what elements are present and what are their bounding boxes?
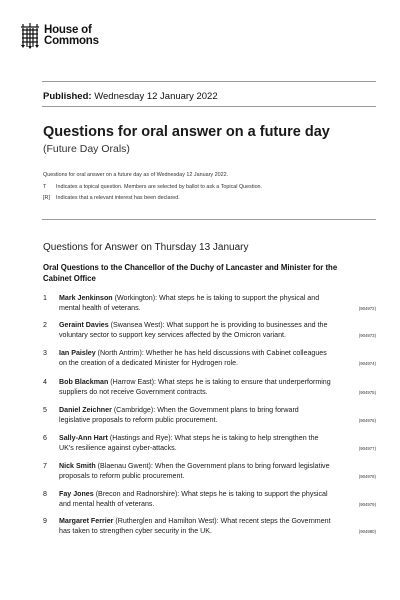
question-ref: (904974)	[358, 360, 376, 366]
section-heading: Questions for Answer on Thursday 13 January	[43, 242, 249, 253]
question-ref: (904977)	[358, 445, 376, 451]
logo-line-2: Commons	[44, 35, 99, 47]
question-body: What steps he is taking to help strengthen the UK's resilience against cyber-attacks.	[59, 434, 319, 453]
question-constituency: (Brecon and Radnorshire):	[95, 490, 180, 498]
intro-text: Questions for oral answer on a future day as of Wednesday 12 January 2022.	[43, 172, 229, 178]
question-text	[59, 320, 331, 341]
question-constituency: (North Antrim):	[97, 349, 144, 357]
published-line	[43, 91, 218, 102]
question-text	[59, 516, 331, 537]
key-text: Indicates that a relevant interest has been declared.	[56, 195, 180, 201]
question-body: When the Government plans to bring forward legislative proposals to reform public procurement.	[59, 406, 299, 425]
question-mp: Sally-Ann Hart	[59, 434, 108, 442]
question-text	[59, 461, 331, 482]
question-constituency: (Workington):	[114, 294, 158, 302]
question-body: What support he is providing to businesses and the voluntary sector to support key services affected by the Omicron variant.	[59, 321, 328, 340]
question-text	[59, 348, 331, 369]
question-number: 6	[43, 434, 47, 442]
question-number: 8	[43, 490, 47, 498]
logo-line-1: House of	[44, 24, 92, 36]
question-text	[59, 489, 331, 510]
key-mark: T	[43, 184, 47, 190]
question-number: 4	[43, 378, 47, 386]
question-body: What steps he is taking to ensure that underperforming suppliers do not receive Government contracts.	[59, 378, 331, 397]
question-constituency: (Harrow East):	[110, 378, 156, 386]
key-interest	[43, 195, 180, 201]
question-body: What steps he is taking to support the physical and mental health of veterans.	[59, 490, 328, 509]
question-number: 2	[43, 321, 47, 329]
question-constituency: (Cambridge):	[113, 406, 156, 414]
question-body: Whether he has held discussions with Cabinet colleagues on the creation of a dedicated Minister for Hydrogen role.	[59, 349, 327, 368]
question-body: When the Government plans to bring forward legislative proposals to reform public procurement.	[59, 462, 330, 481]
question-constituency: (Blaenau Gwent):	[97, 462, 153, 470]
question-ref: (904978)	[358, 473, 376, 479]
question-number: 3	[43, 349, 47, 357]
top-divider	[42, 81, 376, 82]
question-ref: (904975)	[358, 389, 376, 395]
question-body: What steps he is taking to support the physical and mental health of veterans.	[59, 294, 320, 313]
logo-wordmark	[44, 25, 99, 47]
question-number: 7	[43, 462, 47, 470]
intro-divider	[42, 219, 376, 220]
question-constituency: (Rutherglen and Hamilton West):	[115, 517, 219, 525]
question-ref: (904979)	[358, 501, 376, 507]
question-text	[59, 377, 331, 398]
question-mp: Geraint Davies	[59, 321, 109, 329]
question-ref: (904972)	[358, 305, 376, 311]
question-constituency: (Hastings and Rye):	[109, 434, 173, 442]
minister-heading: Oral Questions to the Chancellor of the Duchy of Lancaster and Minister for the Cabinet Office	[43, 263, 338, 283]
question-number: 1	[43, 294, 47, 302]
question-body: What recent steps the Government has taken to strengthen cyber security in the UK.	[59, 517, 331, 536]
question-text	[59, 405, 331, 426]
portcullis-icon	[20, 23, 40, 49]
question-mp: Fay Jones	[59, 490, 94, 498]
question-mp: Ian Paisley	[59, 349, 96, 357]
question-number: 5	[43, 406, 47, 414]
page-subtitle: (Future Day Orals)	[43, 143, 130, 155]
key-topical	[43, 184, 262, 190]
house-of-commons-logo	[20, 22, 99, 50]
question-text	[59, 433, 331, 454]
page-title: Questions for oral answer on a future day	[43, 124, 330, 140]
question-ref: (904976)	[358, 417, 376, 423]
published-divider	[42, 106, 376, 107]
question-number: 9	[43, 517, 47, 525]
question-mp: Margaret Ferrier	[59, 517, 114, 525]
published-label: Published:	[43, 91, 92, 102]
question-text	[59, 293, 331, 314]
question-mp: Daniel Zeichner	[59, 406, 112, 414]
question-ref: (904980)	[358, 528, 376, 534]
key-text: Indicates a topical question. Members are selected by ballot to ask a Topical Question.	[56, 184, 263, 190]
key-mark: [R]	[43, 195, 50, 201]
question-ref: (904973)	[358, 332, 376, 338]
question-mp: Mark Jenkinson	[59, 294, 113, 302]
published-date: Wednesday 12 January 2022	[94, 91, 218, 102]
question-constituency: (Swansea West):	[110, 321, 165, 329]
question-mp: Nick Smith	[59, 462, 96, 470]
question-mp: Bob Blackman	[59, 378, 109, 386]
